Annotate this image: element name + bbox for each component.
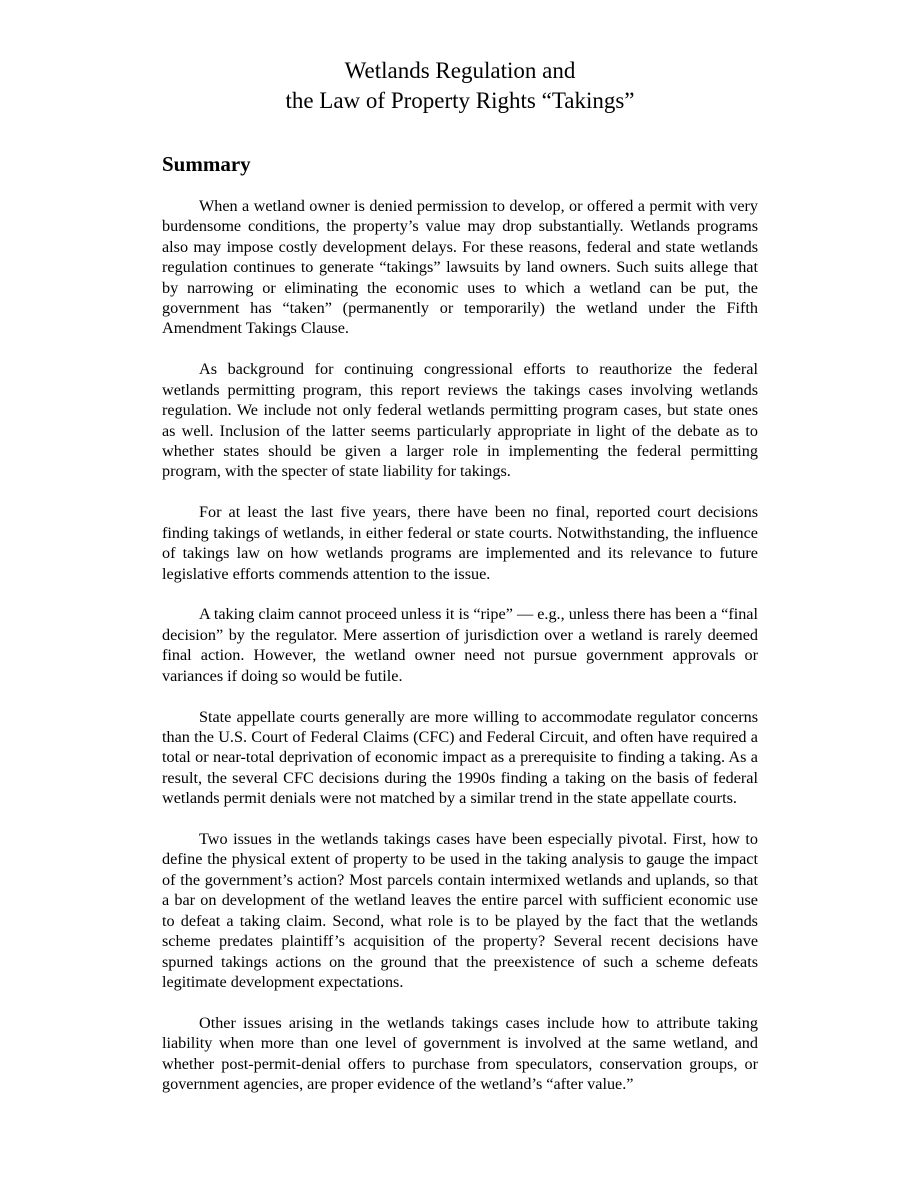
section-heading-summary: Summary [162,152,251,176]
paragraph: For at least the last five years, there have been no final, reported court decisions finding takings of wetlands, in either federal or state courts. Notwithstanding, the influence of takings law on how wetlands programs are implemented and its relevance to future legislative efforts commends attention to the issue. [162,503,758,583]
paragraph: When a wetland owner is denied permission to develop, or offered a permit with very burdensome conditions, the property’s value may drop substantially. Wetlands programs also may impose costly development delays. For these reasons, federal and state wetlands regulation continues to generate “takings” lawsuits by land owners. Such suits allege that by narrowing or eliminating the economic uses to which a wetland can be put, the government has “taken” (permanently or temporarily) the wetland under the Fifth Amendment Takings Clause. [162,197,758,338]
paragraph: Two issues in the wetlands takings cases have been especially pivotal. First, how to define the physical extent of property to be used in the taking analysis to gauge the impact of the government’s action? Most parcels contain intermixed wetlands and uplands, so that a bar on development of the wetland leaves the entire parcel with sufficient economic use to defeat a taking claim. Second, what role is to be played by the fact that the wetlands scheme predates plaintiff’s acquisition of the property? Several recent decisions have spurned takings actions on the ground that the preexistence of such a scheme defeats legitimate development expectations. [162,830,758,991]
summary-body [162,196,758,1115]
title-line-1: Wetlands Regulation and [344,58,576,83]
paragraph: As background for continuing congressional efforts to reauthorize the federal wetlands permitting program, this report reviews the takings cases involving wetlands regulation. We include not only federal wetlands permitting program cases, but state ones as well. Inclusion of the latter seems particularly appropriate in light of the debate as to whether states should be given a larger role in implementing the federal permitting program, with the specter of state liability for takings. [162,360,758,481]
title-line-2: the Law of Property Rights “Takings” [285,88,635,113]
paragraph: A taking claim cannot proceed unless it is “ripe” — e.g., unless there has been a “final decision” by the regulator. Mere assertion of jurisdiction over a wetland is rarely deemed final action. However, the wetland owner need not pursue government approvals or variances if doing so would be futile. [162,605,758,685]
paragraph: Other issues arising in the wetlands takings cases include how to attribute taking liability when more than one level of government is involved at the same wetland, and whether post-permit-denial offers to purchase from speculators, conservation groups, or government agencies, are proper evidence of the wetland’s “after value.” [162,1013,758,1094]
document-title [0,56,920,116]
paragraph: State appellate courts generally are more willing to accommodate regulator concerns than the U.S. Court of Federal Claims (CFC) and Federal Circuit, and often have required a total or near-total deprivation of economic impact as a prerequisite to finding a taking. As a result, the several CFC decisions during the 1990s finding a taking on the basis of federal wetlands permit denials were not matched by a similar trend in the state appellate courts. [162,707,758,808]
